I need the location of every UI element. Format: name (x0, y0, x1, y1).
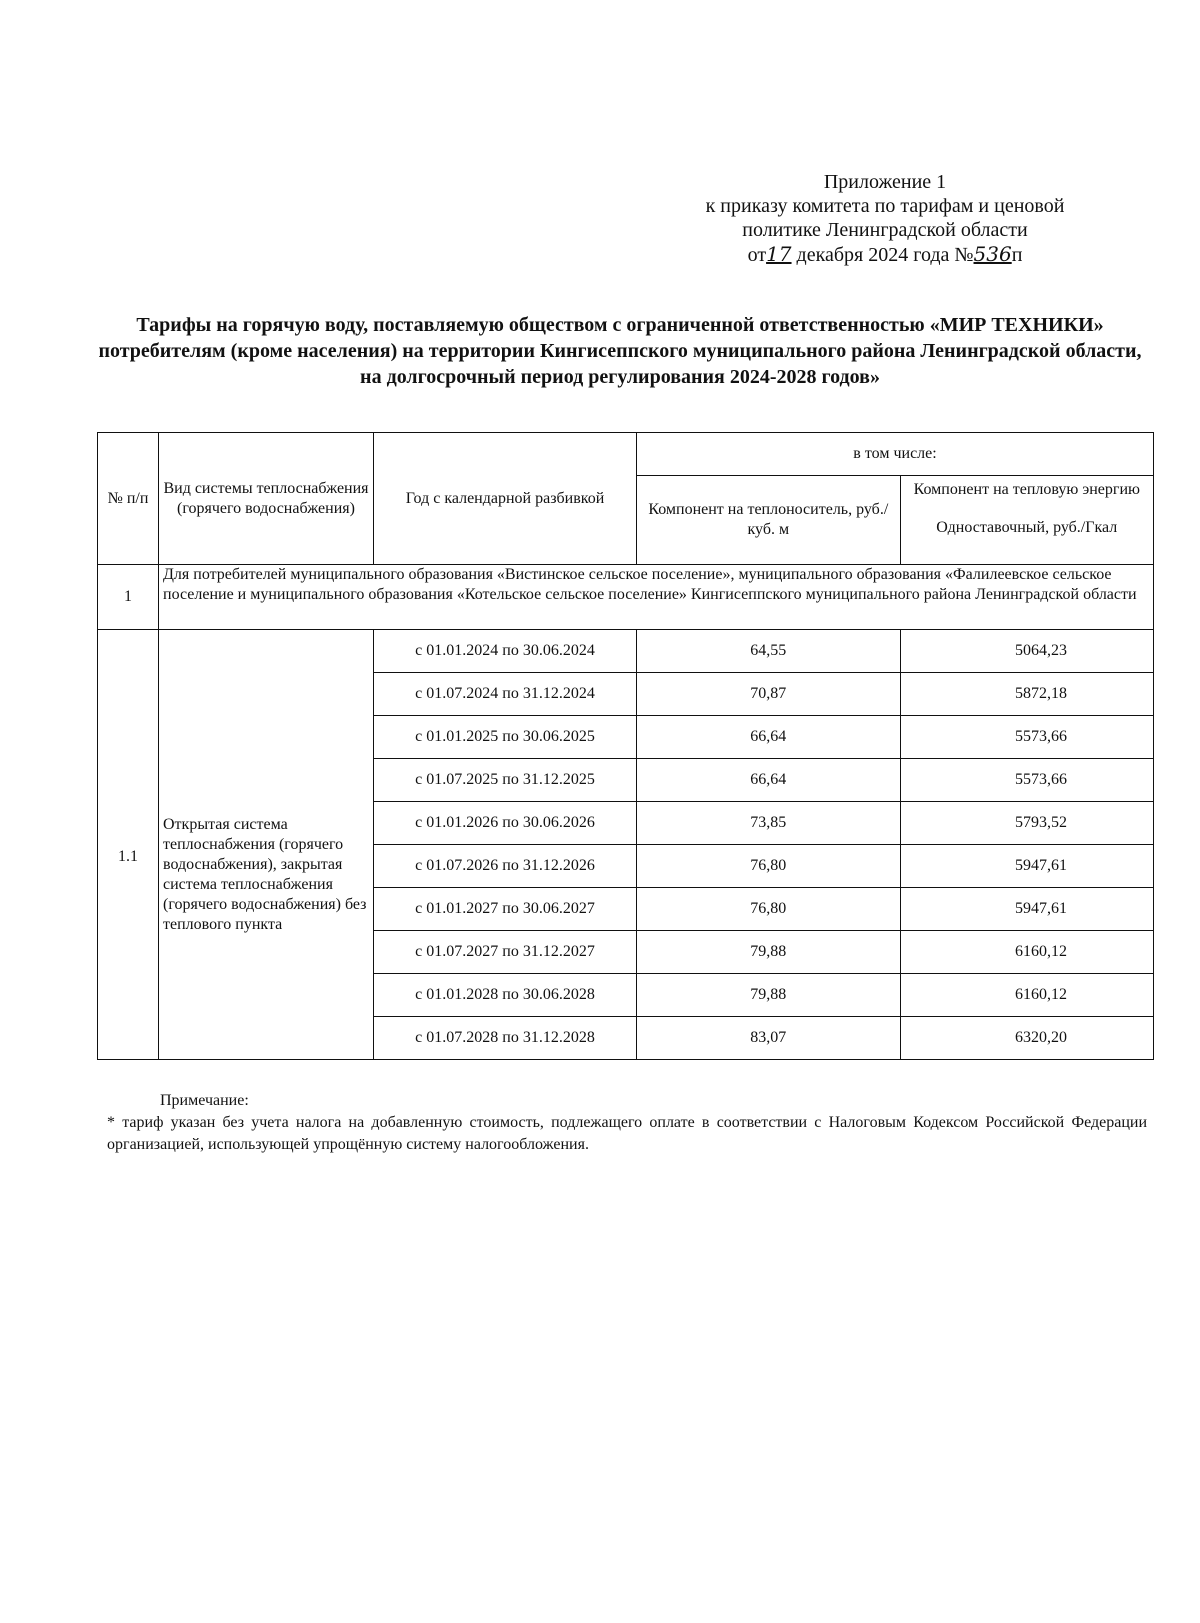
handwritten-day: 17 (766, 242, 792, 266)
header-num: № п/п (98, 433, 159, 565)
period-cell: с 01.07.2025 по 31.12.2025 (374, 759, 637, 802)
order-suffix: п (1011, 244, 1023, 266)
energy-cell: 5947,61 (900, 845, 1153, 888)
energy-cell: 5573,66 (900, 716, 1153, 759)
carrier-cell: 66,64 (637, 759, 901, 802)
appendix-line-1: Приложение 1 (823, 171, 947, 193)
carrier-cell: 76,80 (637, 845, 901, 888)
carrier-cell: 79,88 (637, 974, 901, 1017)
header-component-energy-title: Компонент на тепловую энергию (913, 481, 1140, 498)
carrier-cell: 79,88 (637, 931, 901, 974)
carrier-cell: 70,87 (637, 673, 901, 716)
carrier-cell: 76,80 (637, 888, 901, 931)
energy-cell: 5064,23 (900, 630, 1153, 673)
period-cell: с 01.01.2024 по 30.06.2024 (374, 630, 637, 673)
carrier-cell: 64,55 (637, 630, 901, 673)
subgroup-system: Открытая система теплоснабжения (горячего водоснабжения), закрытая система теплоснабжения (горячего водоснабжения) без теплового пункта (159, 630, 374, 1060)
handwritten-order-number: 536 (973, 242, 1012, 266)
period-cell: с 01.07.2028 по 31.12.2028 (374, 1017, 637, 1060)
table-header-row (98, 433, 1154, 476)
date-middle: декабря 2024 года № (796, 244, 974, 266)
period-cell: с 01.07.2024 по 31.12.2024 (374, 673, 637, 716)
energy-cell: 5573,66 (900, 759, 1153, 802)
period-cell: с 01.01.2025 по 30.06.2025 (374, 716, 637, 759)
header-component-carrier: Компонент на теплоноситель, руб./куб. м (637, 476, 901, 565)
energy-cell: 5947,61 (900, 888, 1153, 931)
date-prefix: от (747, 244, 767, 266)
appendix-header (640, 170, 1130, 267)
tariff-table (97, 432, 1154, 1060)
carrier-cell: 83,07 (637, 1017, 901, 1060)
group-row (98, 565, 1154, 630)
appendix-line-3: политике Ленинградской области (742, 219, 1028, 241)
energy-cell: 5793,52 (900, 802, 1153, 845)
header-including: в том числе: (637, 433, 1154, 476)
document-title: Тарифы на горячую воду, поставляемую обществом с ограниченной ответственностью «МИР ТЕХНИКИ» потребителям (кроме населения) на территории Кингисеппского муниципального района Ленинградской области, на долгосрочный период регулирования 2024-2028 годов» (98, 314, 1142, 388)
note-label: Примечание: (160, 1092, 249, 1109)
energy-cell: 6160,12 (900, 931, 1153, 974)
appendix-date-line (640, 242, 1130, 267)
energy-cell: 6320,20 (900, 1017, 1153, 1060)
header-component-energy-unit: Одноставочный, руб./Гкал (936, 519, 1118, 536)
period-cell: с 01.01.2028 по 30.06.2028 (374, 974, 637, 1017)
period-cell: с 01.07.2027 по 31.12.2027 (374, 931, 637, 974)
energy-cell: 5872,18 (900, 673, 1153, 716)
table-row (98, 630, 1154, 673)
subgroup-num: 1.1 (98, 630, 159, 1060)
note-text: * тариф указан без учета налога на добавленную стоимость, подлежащего оплате в соответствии с Налоговым Кодексом Российской Федерации организацией, использующей упрощённую систему налогообложения. (107, 1114, 1147, 1153)
period-cell: с 01.01.2027 по 30.06.2027 (374, 888, 637, 931)
group-num: 1 (98, 565, 159, 630)
header-system: Вид системы теплоснабжения (горячего водоснабжения) (159, 433, 374, 565)
period-cell: с 01.07.2026 по 31.12.2026 (374, 845, 637, 888)
appendix-line-2: к приказу комитета по тарифам и ценовой (705, 195, 1065, 217)
period-cell: с 01.01.2026 по 30.06.2026 (374, 802, 637, 845)
carrier-cell: 73,85 (637, 802, 901, 845)
energy-cell: 6160,12 (900, 974, 1153, 1017)
header-component-energy (900, 476, 1153, 565)
carrier-cell: 66,64 (637, 716, 901, 759)
header-year: Год с календарной разбивкой (374, 433, 637, 565)
group-description: Для потребителей муниципального образования «Вистинское сельское поселение», муниципального образования «Фалилеевское сельское поселение и муниципального образования «Котельское сельское поселение» Кингисеппского муниципального района Ленинградской области (159, 565, 1154, 630)
